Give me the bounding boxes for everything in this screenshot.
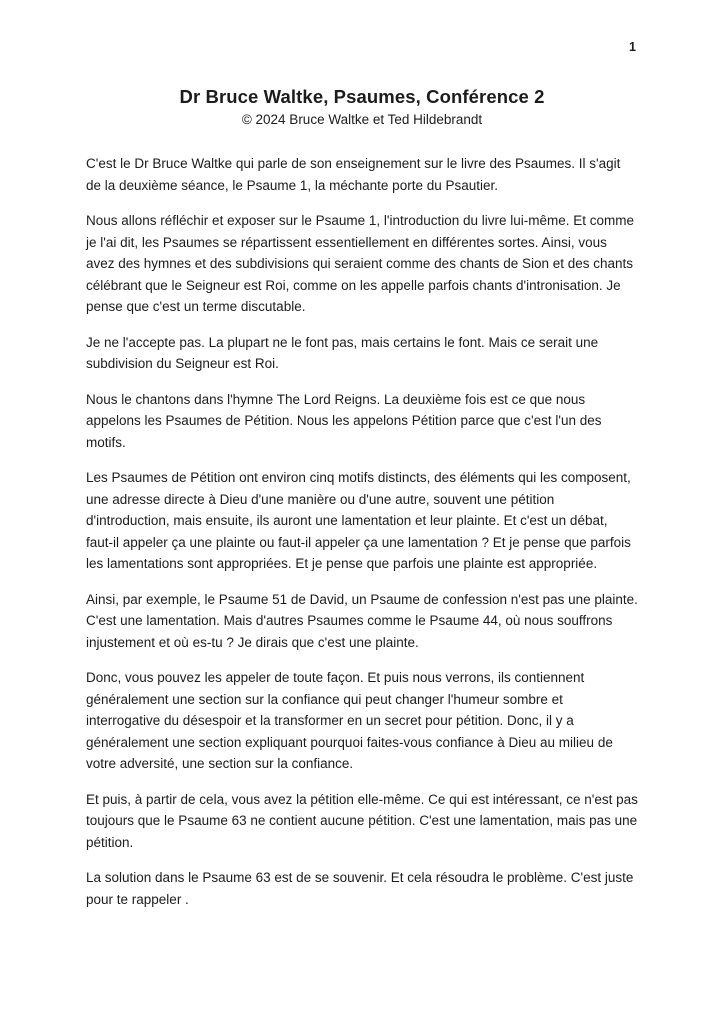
- document-title: Dr Bruce Waltke, Psaumes, Conférence 2: [179, 86, 545, 107]
- document-body: [86, 153, 638, 910]
- paragraph: Les Psaumes de Pétition ont environ cinq motifs distincts, des éléments qui les composent, une adresse directe à Dieu d'une manière ou d'une autre, souvent une pétition d'introduction, mais ensuite, ils auront une lamentation et leur plainte. Et c'est un débat, faut-il appeler ça une plainte ou faut-il appeler ça une lamentation ? Et je pense que parfois les lamentations sont appropriées. Et je pense que parfois une plainte est appropriée.: [86, 470, 631, 571]
- paragraph: C'est le Dr Bruce Waltke qui parle de son enseignement sur le livre des Psaumes. Il s'agit de la deuxième séance, le Psaume 1, la méchante porte du Psautier.: [86, 156, 621, 193]
- paragraph: Ainsi, par exemple, le Psaume 51 de David, un Psaume de confession n'est pas une plainte. C'est une lamentation. Mais d'autres Psaumes comme le Psaume 44, où nous souffrons injustement et où es-tu ? Je dirais que c'est une plainte.: [86, 591, 638, 650]
- page-number: 1: [629, 40, 636, 54]
- paragraph: Nous le chantons dans l'hymne The Lord Reigns. La deuxième fois est ce que nous appelons les Psaumes de Pétition. Nous les appelons Pétition parce que c'est l'un des motifs.: [86, 391, 602, 450]
- paragraph: Et puis, à partir de cela, vous avez la pétition elle-même. Ce qui est intéressant, ce n'est pas toujours que le Psaume 63 ne contient aucune pétition. C'est une lamentation, mais pas une pétition.: [86, 791, 638, 850]
- paragraph: Nous allons réfléchir et exposer sur le Psaume 1, l'introduction du livre lui-même. Et comme je l'ai dit, les Psaumes se répartissent essentiellement en différentes sortes. Ainsi, vous avez des hymnes et des subdivisions qui seraient comme des chants de Sion et des chants célébrant que le Seigneur est Roi, comme on les appelle parfois chants d'intronisation. Je pense que c'est un terme discutable.: [86, 213, 635, 314]
- paragraph: Je ne l'accepte pas. La plupart ne le font pas, mais certains le font. Mais ce serait une subdivision du Seigneur est Roi.: [86, 334, 599, 371]
- paragraph: La solution dans le Psaume 63 est de se souvenir. Et cela résoudra le problème. C'est juste pour te rappeler .: [86, 870, 634, 907]
- paragraph: Donc, vous pouvez les appeler de toute façon. Et puis nous verrons, ils contiennent généralement une section sur la confiance qui peut changer l'humeur sombre et interrogative du désespoir et la transformer en un secret pour pétition. Donc, il y a généralement une section expliquant pourquoi faites-vous confiance à Dieu au milieu de votre adversité, une section sur la confiance.: [86, 670, 613, 771]
- document-subtitle: © 2024 Bruce Waltke et Ted Hildebrandt: [241, 112, 483, 127]
